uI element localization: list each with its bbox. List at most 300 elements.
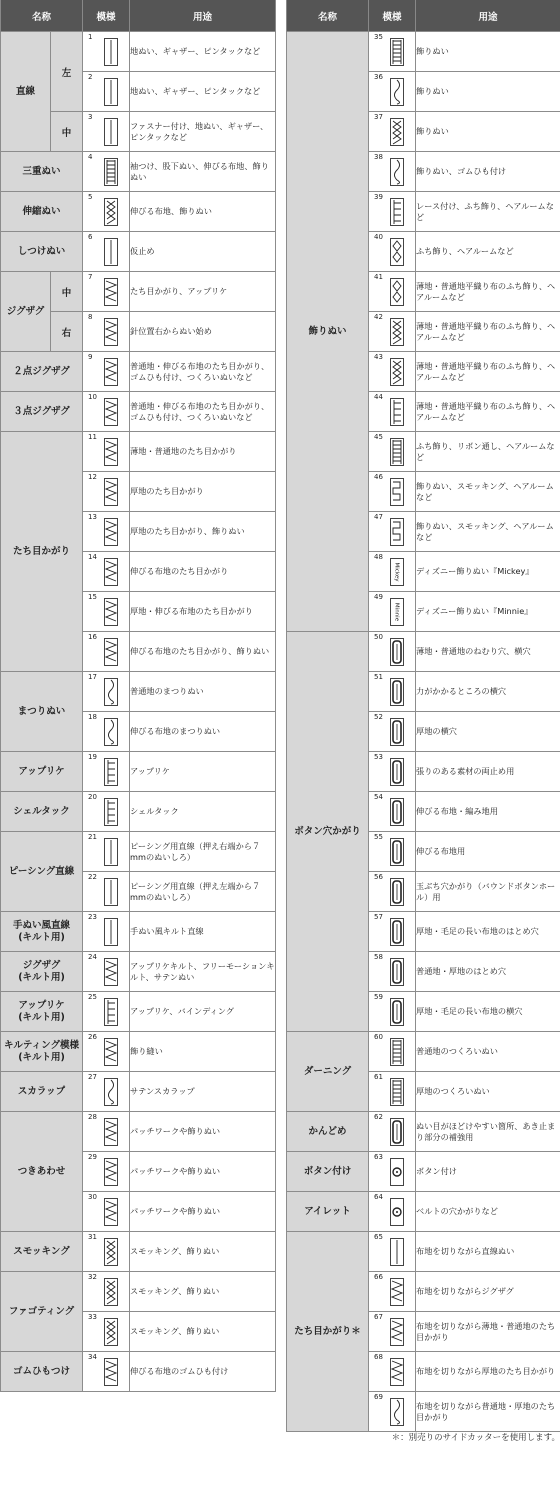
buttonhole-knit-icon	[390, 838, 404, 866]
pattern-cell	[369, 552, 416, 592]
button-sew-icon	[390, 1158, 404, 1186]
table-row	[1, 1272, 276, 1312]
use-cell: 普通地・厚地のはとめ穴	[416, 952, 560, 992]
overcast-cross-icon	[104, 638, 118, 666]
category-cell: 三重ぬい	[1, 152, 83, 192]
use-cell: 地ぬい、ギャザー、ピンタックなど	[130, 32, 276, 72]
pattern-cell	[369, 1152, 416, 1192]
two-step-zigzag-icon	[104, 358, 118, 386]
overcast-icon	[104, 438, 118, 466]
pattern-number: 10	[88, 393, 97, 401]
subcategory-cell: 中	[51, 112, 83, 152]
pattern-number: 18	[88, 713, 97, 721]
use-cell: スモッキング、飾りぬい	[130, 1272, 276, 1312]
overcast-stretch-icon	[104, 598, 118, 626]
basting-icon	[104, 238, 118, 266]
use-cell: ぬい目がほどけやすい箇所、あき止まり部分の補強用	[416, 1112, 560, 1152]
keyhole-icon	[390, 958, 404, 986]
heirloom-icon	[390, 398, 404, 426]
pattern-number: 65	[374, 1233, 383, 1241]
elastic-icon	[104, 1358, 118, 1386]
use-cell: 薄地・普通地平織り布のふち飾り、ヘアルームなど	[416, 352, 560, 392]
pattern-cell	[83, 1032, 130, 1072]
use-cell: 手ぬい風キルト直線	[130, 912, 276, 952]
category-cell: キルティング模様 (キルト用)	[1, 1032, 83, 1072]
pattern-cell	[369, 912, 416, 952]
use-cell: 伸びる布地のたち目かがり	[130, 552, 276, 592]
pattern-cell	[83, 832, 130, 872]
pattern-number: 35	[374, 33, 383, 41]
use-cell: 伸びる布地用	[416, 832, 560, 872]
minnie-icon	[390, 598, 404, 626]
buttonhole-reinforced-icon	[390, 678, 404, 706]
pattern-number: 48	[374, 553, 383, 561]
category-cell: ジグザグ	[1, 272, 51, 352]
pattern-number: 32	[88, 1273, 97, 1281]
stitch-table-left	[0, 0, 276, 1392]
use-cell: 飾り縫い	[130, 1032, 276, 1072]
use-cell: 布地を切りながら厚地のたち目かがり	[416, 1352, 560, 1392]
pattern-cell	[369, 752, 416, 792]
side-cutter-overlock-icon	[390, 1398, 404, 1426]
pattern-cell	[369, 72, 416, 112]
quilt-applique-icon	[104, 998, 118, 1026]
table-row	[287, 1152, 560, 1192]
pattern-number: 8	[88, 313, 93, 321]
pattern-cell	[369, 1072, 416, 1112]
use-cell: ベルトの穴かがりなど	[416, 1192, 560, 1232]
table-row	[1, 952, 276, 992]
use-cell: シェルタック	[130, 792, 276, 832]
category-cell: 伸縮ぬい	[1, 192, 83, 232]
use-cell: 布地を切りながら薄地・普通地のたち目かがり	[416, 1312, 560, 1352]
use-cell: 普通地のつくろいぬい	[416, 1032, 560, 1072]
straight-left-icon	[104, 78, 118, 106]
pattern-number: 14	[88, 553, 97, 561]
overcast-ladder-icon	[104, 518, 118, 546]
pattern-cell	[83, 152, 130, 192]
pattern-number: 5	[88, 193, 93, 201]
pattern-cell	[369, 192, 416, 232]
use-cell: ディズニー飾りぬい『Mickey』	[416, 552, 560, 592]
pattern-cell	[83, 432, 130, 472]
patchwork-feather-icon	[104, 1198, 118, 1226]
use-cell: 飾りぬい	[416, 112, 560, 152]
keyhole-tapered-icon	[390, 918, 404, 946]
pattern-number: 26	[88, 1033, 97, 1041]
pattern-number: 17	[88, 673, 97, 681]
pattern-cell	[83, 232, 130, 272]
category-cell: しつけぬい	[1, 232, 83, 272]
pattern-number: 13	[88, 513, 97, 521]
diamond-icon	[390, 278, 404, 306]
pattern-number: 2	[88, 73, 93, 81]
table-row	[1, 1112, 276, 1152]
table-row	[1, 1232, 276, 1272]
pattern-number: 56	[374, 873, 383, 881]
subcategory-cell: 中	[51, 272, 83, 312]
pattern-cell	[369, 1232, 416, 1272]
pattern-cell	[369, 992, 416, 1032]
pattern-cell	[83, 472, 130, 512]
pattern-cell	[83, 1112, 130, 1152]
use-cell: 飾りぬい	[416, 72, 560, 112]
table-row	[287, 1032, 560, 1072]
category-cell: 直線	[1, 32, 51, 152]
pattern-cell	[83, 792, 130, 832]
pattern-cell	[369, 232, 416, 272]
use-cell: サテンスカラップ	[130, 1072, 276, 1112]
pattern-cell	[83, 1192, 130, 1232]
pattern-cell	[83, 632, 130, 672]
pattern-number: 51	[374, 673, 383, 681]
use-cell: 伸びる布地のたち目かがり、飾りぬい	[130, 632, 276, 672]
header-pattern: 模様	[369, 0, 416, 32]
pattern-number: 66	[374, 1273, 383, 1281]
stitch-table-right	[286, 0, 560, 1432]
use-cell: パッチワークや飾りぬい	[130, 1112, 276, 1152]
pattern-number: 37	[374, 113, 383, 121]
pattern-number: 30	[88, 1193, 97, 1201]
pattern-number: 46	[374, 473, 383, 481]
table-row	[1, 352, 276, 392]
pattern-number: 1	[88, 33, 93, 41]
table-row	[1, 272, 276, 312]
pattern-cell	[369, 472, 416, 512]
pattern-cell	[369, 792, 416, 832]
pattern-cell	[369, 272, 416, 312]
patchwork-icon	[104, 1118, 118, 1146]
pattern-cell	[83, 1312, 130, 1352]
shell-tuck-icon	[104, 798, 118, 826]
pattern-number: 61	[374, 1073, 383, 1081]
pattern-number: 52	[374, 713, 383, 721]
use-cell: 伸びる布地のまつりぬい	[130, 712, 276, 752]
category-cell: 飾りぬい	[287, 32, 369, 632]
keyhole-long-icon	[390, 998, 404, 1026]
pattern-number: 42	[374, 313, 383, 321]
use-cell: ファスナー付け、地ぬい、ギャザー、ピンタックなど	[130, 112, 276, 152]
pattern-number: 19	[88, 753, 97, 761]
pattern-number: 47	[374, 513, 383, 521]
pattern-number: 49	[374, 593, 383, 601]
use-cell: ボタン付け	[416, 1152, 560, 1192]
table-row	[1, 992, 276, 1032]
category-cell: シェルタック	[1, 792, 83, 832]
pattern-number: 7	[88, 273, 93, 281]
pattern-cell	[83, 672, 130, 712]
pattern-number: 23	[88, 913, 97, 921]
table-row	[1, 192, 276, 232]
category-cell: アップリケ (キルト用)	[1, 992, 83, 1032]
table-row	[287, 1192, 560, 1232]
side-cutter-zigzag-icon	[390, 1278, 404, 1306]
piecing-left-icon	[104, 878, 118, 906]
category-cell: ２点ジグザグ	[1, 352, 83, 392]
pattern-number: 58	[374, 953, 383, 961]
table-row	[1, 752, 276, 792]
category-cell: ボタン付け	[287, 1152, 369, 1192]
category-cell: ダーニング	[287, 1032, 369, 1112]
pattern-number: 68	[374, 1353, 383, 1361]
pattern-cell	[369, 592, 416, 632]
piecing-right-icon	[104, 838, 118, 866]
pattern-cell	[83, 312, 130, 352]
pattern-number: 27	[88, 1073, 97, 1081]
use-cell: 厚地の横穴	[416, 712, 560, 752]
ladder-decorative-icon	[390, 38, 404, 66]
use-cell: 仮止め	[130, 232, 276, 272]
pattern-cell	[369, 392, 416, 432]
table-row	[1, 1352, 276, 1392]
pattern-number: 3	[88, 113, 93, 121]
pattern-number: 25	[88, 993, 97, 1001]
table-row	[1, 912, 276, 952]
pattern-cell	[369, 832, 416, 872]
pattern-number: 53	[374, 753, 383, 761]
pattern-cell	[369, 312, 416, 352]
pattern-number: 36	[374, 73, 383, 81]
pattern-number: 20	[88, 793, 97, 801]
star-icon	[390, 238, 404, 266]
darning-heavy-icon	[390, 1078, 404, 1106]
table-row	[287, 32, 560, 72]
pattern-number: 31	[88, 1233, 97, 1241]
bar-tack-icon	[390, 1118, 404, 1146]
scallop-icon	[104, 1078, 118, 1106]
pattern-cell	[83, 1352, 130, 1392]
pattern-cell	[369, 432, 416, 472]
wave-icon	[390, 158, 404, 186]
category-cell: まつりぬい	[1, 672, 83, 752]
pattern-cell	[83, 912, 130, 952]
subcategory-cell: 左	[51, 32, 83, 112]
use-cell: たち目かがり、アップリケ	[130, 272, 276, 312]
darning-icon	[390, 1038, 404, 1066]
pattern-cell	[369, 1312, 416, 1352]
overcast-slant-icon	[104, 558, 118, 586]
patchwork-double-icon	[104, 1158, 118, 1186]
side-cutter-heavy-icon	[390, 1358, 404, 1386]
pattern-cell	[83, 992, 130, 1032]
pattern-number: 11	[88, 433, 97, 441]
comb-icon	[390, 198, 404, 226]
pattern-cell	[369, 872, 416, 912]
zigzag-right-icon	[104, 318, 118, 346]
smocking-icon	[104, 1238, 118, 1266]
use-cell: 張りのある素材の両止め用	[416, 752, 560, 792]
table-row	[287, 1232, 560, 1272]
pattern-number: 54	[374, 793, 383, 801]
pattern-cell	[83, 192, 130, 232]
pattern-number: 15	[88, 593, 97, 601]
pattern-number: 28	[88, 1113, 97, 1121]
pattern-cell	[369, 152, 416, 192]
use-cell: 玉ぶち穴かがり（バウンドボタンホール）用	[416, 872, 560, 912]
use-cell: アップリケ、バインディング	[130, 992, 276, 1032]
pattern-number: 39	[374, 193, 383, 201]
fagoting-icon	[104, 1278, 118, 1306]
use-cell: 薄地・普通地平織り布のふち飾り、ヘアルームなど	[416, 392, 560, 432]
pattern-number: 45	[374, 433, 383, 441]
buttonhole-heavy-icon	[390, 718, 404, 746]
pattern-cell	[369, 1392, 416, 1432]
use-cell: 飾りぬい、スモッキング、ヘアルームなど	[416, 512, 560, 552]
use-cell: 厚地・伸びる布地のたち目かがり	[130, 592, 276, 632]
buttonhole-stretch-icon	[390, 798, 404, 826]
category-cell: たち目かがり＊	[287, 1232, 369, 1432]
pattern-cell	[83, 1232, 130, 1272]
use-cell: 厚地・毛足の長い布地の横穴	[416, 992, 560, 1032]
category-cell: スモッキング	[1, 1232, 83, 1272]
pattern-number: 22	[88, 873, 97, 881]
table-row	[1, 392, 276, 432]
table-row	[1, 832, 276, 872]
pattern-cell	[83, 1072, 130, 1112]
use-cell: 針位置右からぬい始め	[130, 312, 276, 352]
use-cell: ふち飾り、リボン通し、ヘアルームなど	[416, 432, 560, 472]
pattern-cell	[83, 552, 130, 592]
use-cell: 伸びる布地、飾りぬい	[130, 192, 276, 232]
use-cell: 厚地のたち目かがり	[130, 472, 276, 512]
mickey-icon	[390, 558, 404, 586]
use-cell: 地ぬい、ギャザー、ピンタックなど	[130, 72, 276, 112]
pattern-cell	[369, 1192, 416, 1232]
pattern-cell	[83, 512, 130, 552]
zigzag-icon	[104, 278, 118, 306]
pattern-cell	[369, 1272, 416, 1312]
table-row	[287, 632, 560, 672]
three-step-zigzag-icon	[104, 398, 118, 426]
pattern-number: 41	[374, 273, 383, 281]
pattern-number: 55	[374, 833, 383, 841]
use-cell: パッチワークや飾りぬい	[130, 1192, 276, 1232]
pattern-cell	[369, 112, 416, 152]
pattern-number: 16	[88, 633, 97, 641]
use-cell: 薄地・普通地のねむり穴、横穴	[416, 632, 560, 672]
pattern-number: 4	[88, 153, 93, 161]
pattern-number: 67	[374, 1313, 383, 1321]
use-cell: 普通地のまつりぬい	[130, 672, 276, 712]
table-row	[1, 232, 276, 272]
applique-icon	[104, 758, 118, 786]
use-cell: パッチワークや飾りぬい	[130, 1152, 276, 1192]
use-cell: 薄地・普通地平織り布のふち飾り、ヘアルームなど	[416, 272, 560, 312]
triple-stitch-icon	[104, 158, 118, 186]
quilt-stipple-icon	[104, 1038, 118, 1066]
pattern-number: 33	[88, 1313, 97, 1321]
header-name: 名称	[287, 0, 369, 32]
header-name: 名称	[1, 0, 83, 32]
pattern-cell	[83, 112, 130, 152]
pattern-cell	[83, 1272, 130, 1312]
greek-key-icon	[390, 478, 404, 506]
use-cell: 普通地・伸びる布地のたち目かがり、ゴムひも付け、つくろいぬいなど	[130, 352, 276, 392]
straight-left-icon	[104, 38, 118, 66]
use-cell: ふち飾り、ヘアルームなど	[416, 232, 560, 272]
use-cell: 飾りぬい、ゴムひも付け	[416, 152, 560, 192]
category-cell: かんどめ	[287, 1112, 369, 1152]
use-cell: アップリケ	[130, 752, 276, 792]
pattern-number: 12	[88, 473, 97, 481]
stretch-stitch-icon	[104, 198, 118, 226]
pattern-cell	[369, 32, 416, 72]
use-cell: 厚地のたち目かがり、飾りぬい	[130, 512, 276, 552]
category-cell: ジグザグ (キルト用)	[1, 952, 83, 992]
pattern-cell	[83, 352, 130, 392]
table-row	[1, 1072, 276, 1112]
pattern-number: 44	[374, 393, 383, 401]
use-cell: レース付け、ふち飾り、ヘアルームなど	[416, 192, 560, 232]
pattern-number: 62	[374, 1113, 383, 1121]
header-pattern: 模様	[83, 0, 130, 32]
category-cell: 手ぬい風直線 (キルト用)	[1, 912, 83, 952]
use-cell: ピーシング用直線（押え左端から７mmのぬいしろ）	[130, 872, 276, 912]
pattern-cell	[83, 712, 130, 752]
bowtie-icon	[390, 318, 404, 346]
pattern-number: 29	[88, 1153, 97, 1161]
use-cell: 厚地のつくろいぬい	[416, 1072, 560, 1112]
header-use: 用途	[416, 0, 560, 32]
use-cell: 布地を切りながらジグザグ	[416, 1272, 560, 1312]
side-cutter-overcast-icon	[390, 1318, 404, 1346]
header-use: 用途	[130, 0, 276, 32]
pattern-number: 60	[374, 1033, 383, 1041]
blind-hem-stretch-icon	[104, 718, 118, 746]
category-cell: アイレット	[287, 1192, 369, 1232]
table-row	[1, 792, 276, 832]
pattern-cell	[369, 1352, 416, 1392]
table-row	[1, 32, 276, 72]
fagoting-cross-icon	[104, 1318, 118, 1346]
use-cell: 伸びる布地のゴムひも付け	[130, 1352, 276, 1392]
pattern-cell	[83, 392, 130, 432]
pattern-number: 43	[374, 353, 383, 361]
category-cell: ゴムひもつけ	[1, 1352, 83, 1392]
use-cell: 力がかかるところの横穴	[416, 672, 560, 712]
use-cell: 飾りぬい	[416, 32, 560, 72]
pattern-cell	[369, 512, 416, 552]
use-cell: 飾りぬい、スモッキング、ヘアルームなど	[416, 472, 560, 512]
cross-stitch-icon	[390, 118, 404, 146]
greek-key-alt-icon	[390, 518, 404, 546]
use-cell: スモッキング、飾りぬい	[130, 1312, 276, 1352]
pattern-cell	[369, 672, 416, 712]
hand-look-quilt-icon	[104, 918, 118, 946]
blind-hem-icon	[104, 678, 118, 706]
category-cell: つきあわせ	[1, 1112, 83, 1232]
pattern-number: 38	[374, 153, 383, 161]
eyelet-icon	[390, 1198, 404, 1226]
svg-text:Minnie: Minnie	[393, 602, 400, 622]
use-cell: 布地を切りながら普通地・厚地のたち目かがり	[416, 1392, 560, 1432]
pattern-cell	[83, 592, 130, 632]
overcast-heavy-icon	[104, 478, 118, 506]
pattern-number: 24	[88, 953, 97, 961]
use-cell: 薄地・普通地のたち目かがり	[130, 432, 276, 472]
pattern-number: 69	[374, 1393, 383, 1401]
pattern-cell	[83, 872, 130, 912]
table-row	[1, 672, 276, 712]
use-cell: ピーシング用直線（押え右端から７mmのぬいしろ）	[130, 832, 276, 872]
pattern-cell	[83, 1152, 130, 1192]
category-cell: ファゴティング	[1, 1272, 83, 1352]
svg-text:Mickey: Mickey	[393, 562, 400, 582]
quilt-zigzag-icon	[104, 958, 118, 986]
pattern-number: 57	[374, 913, 383, 921]
table-row	[1, 152, 276, 192]
pattern-cell	[369, 632, 416, 672]
